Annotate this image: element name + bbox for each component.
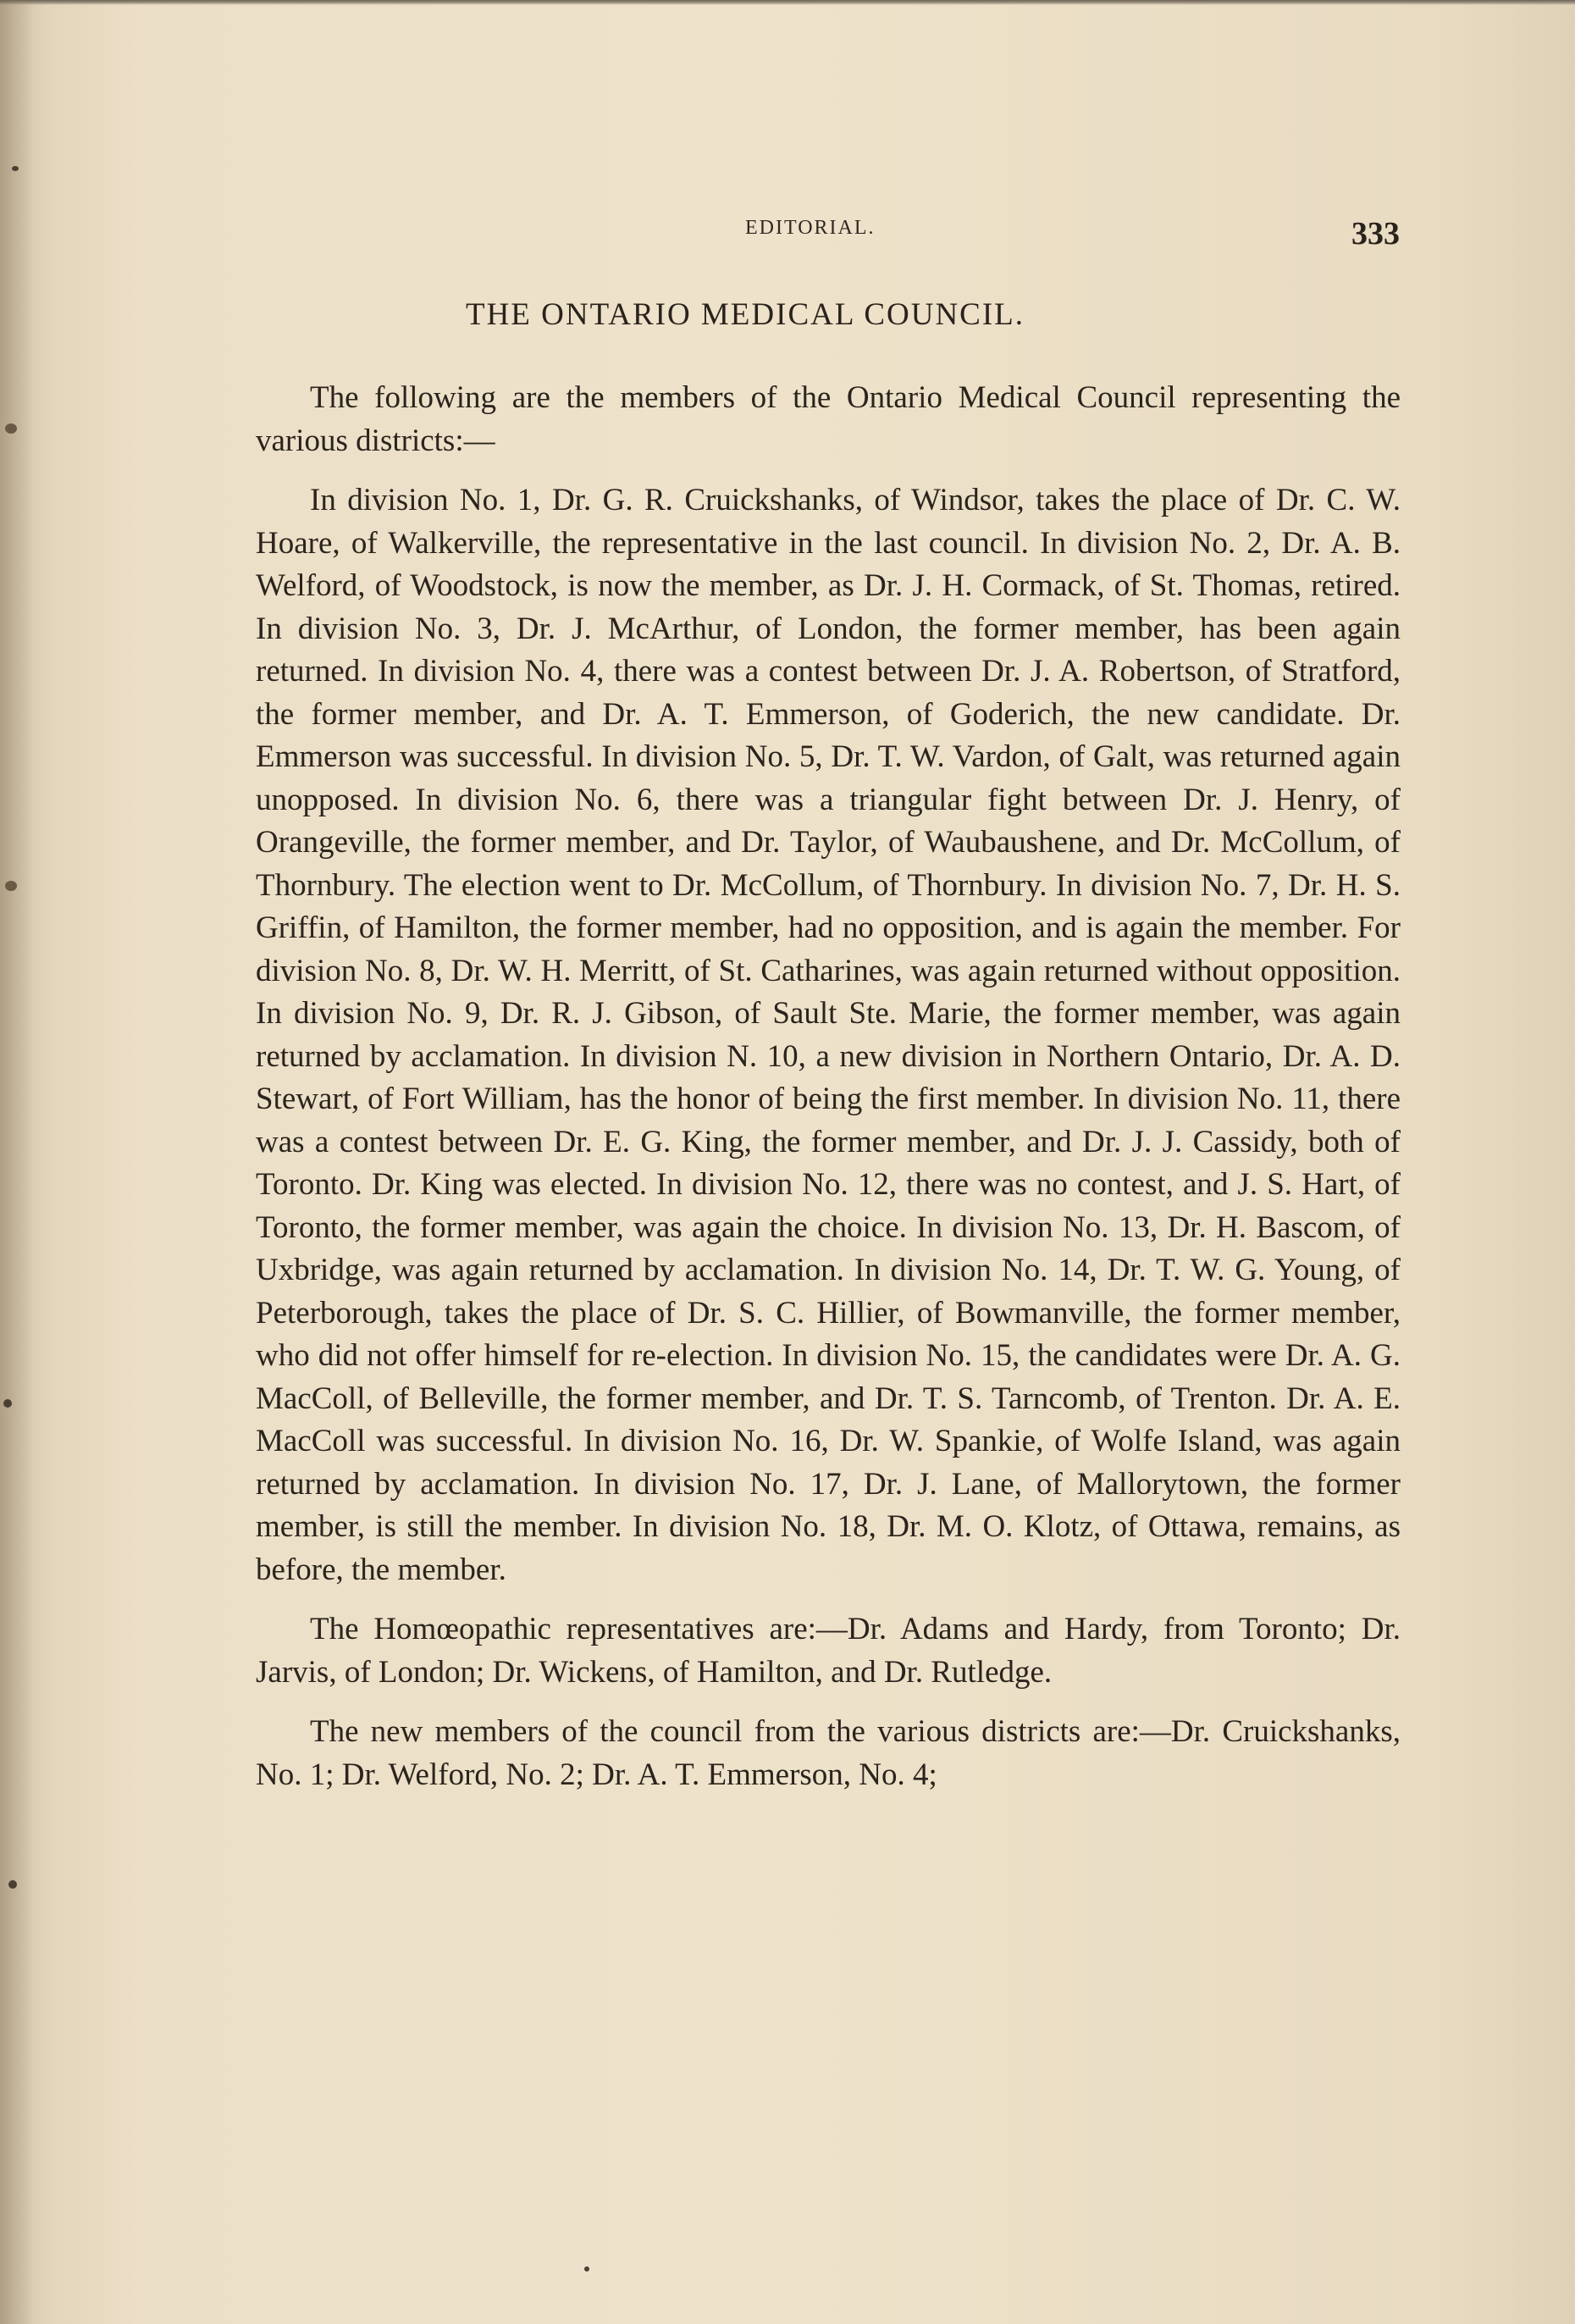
paragraph-new-members: The new members of the council from the various districts are:—Dr. Cruickshanks, No. 1; Dr. Welford, No. 2; Dr. A. T. Emmerson, No. 4;	[256, 1714, 1401, 1792]
margin-speck	[584, 2266, 589, 2271]
article-body	[256, 377, 1401, 1796]
paragraph-homoeopathic: The Homœopathic representatives are:—Dr. Adams and Hardy, from Toronto; Dr. Jarvis, of London; Dr. Wickens, of Hamilton, and Dr. Rutledge.	[256, 1612, 1401, 1690]
page-top-edge	[0, 0, 1575, 5]
paragraph-divisions: In division No. 1, Dr. G. R. Cruickshanks, of Windsor, takes the place of Dr. C. W. Hoare, of Walkerville, the representative in the last council. In division No. 2, Dr. A. B. Welford, of Woodstock, is now the member, as Dr. J. H. Cormack, of St. Thomas, retired. In division No. 3, Dr. J. McArthur, of London, the former member, has been again returned. In division No. 4, there was a contest between Dr. J. A. Robertson, of Stratford, the former member, and Dr. A. T. Emmerson, of Goderich, the new candidate. Dr. Emmerson was successful. In division No. 5, Dr. T. W. Vardon, of Galt, was returned again unopposed. In division No. 6, there was a triangular fight between Dr. J. Henry, of Orangeville, the former member, and Dr. Taylor, of Waubaushene, and Dr. McCollum, of Thornbury. The election went to Dr. McCollum, of Thornbury. In division No. 7, Dr. H. S. Griffin, of Hamilton, the former member, had no opposition, and is again the member. For division No. 8, Dr. W. H. Merritt, of St. Catharines, was again returned without opposition. In division No. 9, Dr. R. J. Gibson, of Sault Ste. Marie, the former member, was again returned by acclamation. In division N. 10, a new division in Northern Ontario, Dr. A. D. Stewart, of Fort William, has the honor of being the first member. In division No. 11, there was a contest between Dr. E. G. King, the former member, and Dr. J. J. Cassidy, both of Toronto. Dr. King was elected. In division No. 12, there was no contest, and J. S. Hart, of Toronto, the former member, was again the choice. In division No. 13, Dr. H. Bascom, of Uxbridge, was again returned by acclamation. In division No. 14, Dr. T. W. G. Young, of Peterborough, takes the place of Dr. S. C. Hillier, of Bowmanville, the former member, who did not offer himself for re-election. In division No. 15, the candidates were Dr. A. G. MacColl, of Belleville, the former member, and Dr. T. S. Tarncomb, of Trenton. Dr. A. E. MacColl was successful. In division No. 16, Dr. W. Spankie, of Wolfe Island, was again returned by acclamation. In division No. 17, Dr. J. Lane, of Mallorytown, the former member, is still the member. In division No. 18, Dr. M. O. Klotz, of Ottawa, remains, as before, the member.	[256, 483, 1401, 1587]
margin-speck	[3, 1399, 12, 1408]
page-number: 333	[1351, 216, 1400, 252]
margin-speck	[8, 1880, 17, 1889]
margin-speck	[12, 166, 19, 171]
margin-speck	[5, 423, 17, 434]
margin-speck	[5, 881, 17, 891]
gutter-shadow	[0, 0, 34, 2324]
running-head: EDITORIAL.	[745, 217, 876, 239]
article-title: THE ONTARIO MEDICAL COUNCIL.	[465, 297, 1025, 332]
paragraph-intro: The following are the members of the Ontario Medical Council representing the various districts:—	[256, 380, 1401, 458]
